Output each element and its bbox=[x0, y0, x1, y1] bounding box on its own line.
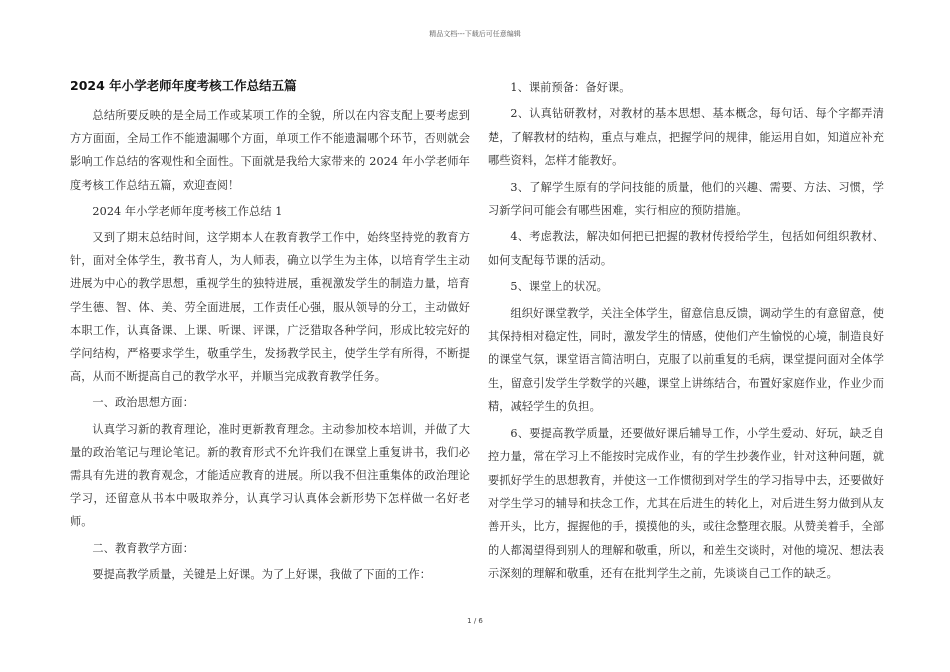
list-item: 3、了解学生原有的学问技能的质量，他们的兴趣、需要、方法、习惯，学习新学问可能会有哪些困难，实行相应的预防措施。 bbox=[488, 180, 884, 218]
paragraph: 总结所要反映的是全局工作或某项工作的全貌，所以在内容支配上要考虑到方方面面，全局工作不能遗漏哪个方面，单项工作不能遗漏哪个环节，否则就会影响工作总结的客观性和全面性。下面就是我给大家带来的 2024 年小学老师年度考核工作总结五篇，欢迎查阅！ bbox=[70, 109, 470, 192]
paragraph: 要提高教学质量，关键是上好课。为了上好课，我做了下面的工作： bbox=[92, 567, 432, 581]
section-heading: 一、政治思想方面： bbox=[92, 396, 194, 410]
list-item: 1、课前预备：备好课。 bbox=[510, 81, 631, 94]
section-heading: 二、教育教学方面： bbox=[92, 541, 194, 555]
list-item: 2、认真钻研教材，对教材的基本思想、基本概念，每句话、每个字都弄清楚，了解教材的结构，重点与难点，把握学问的规律，能运用自如，知道应补充哪些资料，怎样才能教好。 bbox=[488, 107, 884, 168]
paragraph: 认真学习新的教育理论，准时更新教育理念。主动参加校本培训，并做了大量的政治笔记与理论笔记。新的教育形式不允许我们在课堂上重复讲书，我们必需具有先进的教育观念，才能适应教育的进展。所以我不但注重集体的政治理论学习，还留意从书本中吸取养分，认真学习认真体会新形势下怎样做一名好老师。 bbox=[70, 422, 470, 529]
left-column bbox=[70, 78, 470, 586]
paragraph: 又到了期末总结时间，这学期本人在教育教学工作中，始终坚持党的教育方针，面对全体学生，教书育人，为人师表，确立以学生为主体，以培育学生主动进展为中心的教学思想，重视学生的独特进展，重视激发学生的制造力量，培育学生德、智、体、美、劳全面进展，工作责任心强，服从领导的分工，主动做好本职工作，认真备课、上课、听课、评课，广泛猎取各种学问，形成比较完好的学问结构，严格要求学生，敬重学生，发扬教学民主，使学生学有所得，不断提高，从而不断提高自己的教学水平，并顺当完成教育教学任务。 bbox=[70, 231, 470, 384]
page-number: 1 / 6 bbox=[467, 617, 483, 625]
paragraph: 2024 年小学老师年度考核工作总结 1 bbox=[92, 204, 283, 218]
document-title: 2024 年小学老师年度考核工作总结五篇 bbox=[70, 78, 297, 93]
list-item: 5、课堂上的状况。 bbox=[510, 280, 608, 294]
page-header: 精品文档---下载后可任意编辑 bbox=[429, 30, 521, 38]
list-item: 4、考虑教法，解决如何把已把握的教材传授给学生，包括如何组织教材、如何支配每节课的活动。 bbox=[488, 230, 884, 267]
right-column bbox=[488, 78, 884, 586]
list-item: 6、要提高教学质量，还要做好课后辅导工作，小学生爱动、好玩，缺乏自控力量，常在学习上不能按时完成作业，有的学生抄袭作业，针对这种问题，就要抓好学生的思想教育，并使这一工作惯彻到对学生的学习指导中去，还要做好对学生学习的辅导和扶念工作，尤其在后进生的转化上，对后进生努力做到从友善开头，比方，握握他的手，摸摸他的头，或往念整理衣服。从赞美着手，全部的人都渴望得到别人的理解和敬重，所以，和差生交谈时，对他的境况、想法表示深刻的理解和敬重，还有在批判学生之前，先谈谈自己工作的缺乏。 bbox=[488, 426, 884, 581]
paragraph: 组织好课堂教学，关注全体学生，留意信息反馈，调动学生的有意留意，使其保持相对稳定性，同时，激发学生的情感，使他们产生愉悦的心境，制造良好的课堂气氛，课堂语言简洁明白，克服了以前重复的毛病，课堂提问面对全体学生，留意引发学生学数学的兴趣，课堂上讲练结合，布置好家庭作业，作业少而精，减轻学生的负担。 bbox=[488, 306, 884, 414]
